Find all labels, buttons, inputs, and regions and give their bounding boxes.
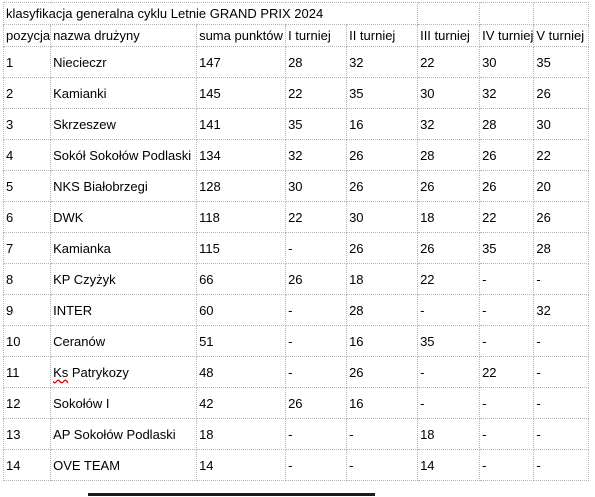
team-name-cell[interactable]: KP Czyżyk — [51, 264, 197, 295]
header-tournament-1[interactable]: I turniej — [286, 25, 347, 47]
tournament-3-points-cell[interactable]: 28 — [418, 140, 480, 171]
position-cell[interactable]: 4 — [4, 140, 51, 171]
header-team[interactable]: nazwa drużyny — [51, 25, 197, 47]
tournament-5-points-cell[interactable]: - — [534, 450, 589, 481]
sheet-title-cell[interactable] — [4, 3, 418, 25]
empty-cell[interactable] — [534, 3, 589, 25]
tournament-3-points-cell[interactable]: 18 — [418, 419, 480, 450]
total-points-cell[interactable]: 14 — [197, 450, 286, 481]
position-cell[interactable]: 6 — [4, 202, 51, 233]
tournament-4-points-cell[interactable]: 30 — [480, 47, 534, 78]
tournament-2-points-cell[interactable]: 26 — [347, 357, 418, 388]
sheet-body — [4, 3, 589, 481]
tournament-4-points-cell[interactable]: 22 — [480, 357, 534, 388]
tournament-4-points-cell[interactable]: - — [480, 326, 534, 357]
table-row — [4, 171, 589, 202]
table-row — [4, 233, 589, 264]
total-points-cell[interactable]: 18 — [197, 419, 286, 450]
header-row — [4, 25, 589, 47]
tournament-3-points-cell[interactable]: 26 — [418, 171, 480, 202]
tournament-5-points-cell[interactable]: 32 — [534, 295, 589, 326]
position-cell[interactable]: 2 — [4, 78, 51, 109]
tournament-1-points-cell[interactable]: 35 — [286, 109, 347, 140]
tournament-2-points-cell[interactable]: - — [347, 419, 418, 450]
total-points-cell[interactable]: 60 — [197, 295, 286, 326]
total-points-cell[interactable]: 128 — [197, 171, 286, 202]
tournament-5-points-cell[interactable]: - — [534, 326, 589, 357]
tournament-1-points-cell[interactable]: 22 — [286, 202, 347, 233]
team-name-cell[interactable]: Sokół Sokołów Podlaski — [51, 140, 197, 171]
tournament-4-points-cell[interactable]: 32 — [480, 78, 534, 109]
tournament-3-points-cell[interactable]: 18 — [418, 202, 480, 233]
tournament-1-points-cell[interactable]: - — [286, 295, 347, 326]
team-name-cell[interactable]: Ceranów — [51, 326, 197, 357]
table-row — [4, 109, 589, 140]
horizontal-scrollbar[interactable] — [88, 493, 375, 496]
header-position[interactable]: pozycja — [4, 25, 51, 47]
tournament-2-points-cell[interactable]: 32 — [347, 47, 418, 78]
team-name-cell[interactable]: Niecieczr — [51, 47, 197, 78]
team-name-cell[interactable]: NKS Białobrzegi — [51, 171, 197, 202]
table-row — [4, 202, 589, 233]
team-name-cell[interactable]: Kamianka — [51, 233, 197, 264]
position-cell[interactable]: 10 — [4, 326, 51, 357]
position-cell[interactable]: 11 — [4, 357, 51, 388]
tournament-5-points-cell[interactable]: - — [534, 388, 589, 419]
tournament-4-points-cell[interactable]: 28 — [480, 109, 534, 140]
total-points-cell[interactable]: 51 — [197, 326, 286, 357]
empty-cell[interactable] — [480, 3, 534, 25]
tournament-1-points-cell[interactable]: 28 — [286, 47, 347, 78]
total-points-cell[interactable]: 141 — [197, 109, 286, 140]
table-row — [4, 326, 589, 357]
tournament-4-points-cell[interactable]: - — [480, 419, 534, 450]
position-cell[interactable]: 3 — [4, 109, 51, 140]
tournament-1-points-cell[interactable]: 30 — [286, 171, 347, 202]
header-total[interactable]: suma punktów — [197, 25, 286, 47]
tournament-3-points-cell[interactable]: 30 — [418, 78, 480, 109]
tournament-2-points-cell[interactable]: 26 — [347, 171, 418, 202]
tournament-3-points-cell[interactable]: 35 — [418, 326, 480, 357]
tournament-2-points-cell[interactable]: 26 — [347, 140, 418, 171]
total-points-cell[interactable]: 42 — [197, 388, 286, 419]
tournament-2-points-cell[interactable]: 16 — [347, 109, 418, 140]
tournament-4-points-cell[interactable]: - — [480, 450, 534, 481]
team-name-cell[interactable]: AP Sokołów Podlaski — [51, 419, 197, 450]
tournament-4-points-cell[interactable]: - — [480, 388, 534, 419]
table-row — [4, 264, 589, 295]
position-cell[interactable]: 14 — [4, 450, 51, 481]
tournament-3-points-cell[interactable]: - — [418, 388, 480, 419]
tournament-1-points-cell[interactable]: 22 — [286, 78, 347, 109]
total-points-cell[interactable]: 66 — [197, 264, 286, 295]
position-cell[interactable]: 5 — [4, 171, 51, 202]
position-cell[interactable]: 8 — [4, 264, 51, 295]
tournament-4-points-cell[interactable]: 35 — [480, 233, 534, 264]
header-tournament-3[interactable]: III turniej — [418, 25, 480, 47]
header-tournament-2[interactable]: II turniej — [347, 25, 418, 47]
header-tournament-4[interactable]: IV turniej — [480, 25, 534, 47]
tournament-1-points-cell[interactable]: 32 — [286, 140, 347, 171]
team-name-cell[interactable]: Sokołów I — [51, 388, 197, 419]
tournament-1-points-cell[interactable]: - — [286, 450, 347, 481]
tournament-4-points-cell[interactable]: - — [480, 264, 534, 295]
tournament-2-points-cell[interactable]: 35 — [347, 78, 418, 109]
tournament-2-points-cell[interactable]: 28 — [347, 295, 418, 326]
tournament-5-points-cell[interactable]: 28 — [534, 233, 589, 264]
empty-cell[interactable] — [418, 3, 480, 25]
tournament-4-points-cell[interactable]: 22 — [480, 202, 534, 233]
team-name-cell[interactable]: OVE TEAM — [51, 450, 197, 481]
total-points-cell[interactable]: 147 — [197, 47, 286, 78]
tournament-1-points-cell[interactable]: 26 — [286, 388, 347, 419]
tournament-1-points-cell[interactable]: - — [286, 357, 347, 388]
title-row — [4, 3, 589, 25]
team-name-cell[interactable]: Skrzeszew — [51, 109, 197, 140]
team-name-cell[interactable]: DWK — [51, 202, 197, 233]
tournament-1-points-cell[interactable]: - — [286, 419, 347, 450]
table-row — [4, 419, 589, 450]
team-name-rest: Patrykozy — [68, 364, 129, 380]
spellcheck-flagged-word: Ks — [53, 364, 69, 380]
table-row — [4, 295, 589, 326]
tournament-3-points-cell[interactable]: 26 — [418, 233, 480, 264]
tournament-1-points-cell[interactable]: - — [286, 326, 347, 357]
tournament-5-points-cell[interactable]: - — [534, 419, 589, 450]
total-points-cell[interactable]: 145 — [197, 78, 286, 109]
position-cell[interactable]: 13 — [4, 419, 51, 450]
tournament-5-points-cell[interactable]: 35 — [534, 47, 589, 78]
tournament-4-points-cell[interactable]: - — [480, 295, 534, 326]
total-points-cell[interactable]: 48 — [197, 357, 286, 388]
tournament-5-points-cell[interactable]: 30 — [534, 109, 589, 140]
table-row — [4, 388, 589, 419]
tournament-2-points-cell[interactable]: - — [347, 450, 418, 481]
tournament-3-points-cell[interactable]: 22 — [418, 47, 480, 78]
team-name-cell[interactable] — [51, 357, 197, 388]
tournament-1-points-cell[interactable]: 26 — [286, 264, 347, 295]
position-cell[interactable]: 12 — [4, 388, 51, 419]
standings-sheet — [3, 2, 589, 481]
tournament-5-points-cell[interactable]: - — [534, 264, 589, 295]
table-row — [4, 357, 589, 388]
sheet-title: klasyfikacja generalna cyklu Letnie GRAND PRIX 2024 — [6, 6, 324, 21]
tournament-5-points-cell[interactable]: 26 — [534, 78, 589, 109]
position-cell[interactable]: 1 — [4, 47, 51, 78]
tournament-3-points-cell[interactable]: - — [418, 295, 480, 326]
tournament-5-points-cell[interactable]: 22 — [534, 140, 589, 171]
position-cell[interactable]: 7 — [4, 233, 51, 264]
tournament-5-points-cell[interactable]: - — [534, 357, 589, 388]
tournament-2-points-cell[interactable]: 18 — [347, 264, 418, 295]
tournament-4-points-cell[interactable]: 26 — [480, 171, 534, 202]
tournament-3-points-cell[interactable]: 14 — [418, 450, 480, 481]
tournament-2-points-cell[interactable]: 30 — [347, 202, 418, 233]
tournament-4-points-cell[interactable]: 26 — [480, 140, 534, 171]
tournament-2-points-cell[interactable]: 16 — [347, 388, 418, 419]
team-name-cell[interactable]: Kamianki — [51, 78, 197, 109]
tournament-3-points-cell[interactable]: - — [418, 357, 480, 388]
tournament-2-points-cell[interactable]: 16 — [347, 326, 418, 357]
tournament-5-points-cell[interactable]: 26 — [534, 202, 589, 233]
table-row — [4, 450, 589, 481]
total-points-cell[interactable]: 115 — [197, 233, 286, 264]
team-name-cell[interactable]: INTER — [51, 295, 197, 326]
tournament-1-points-cell[interactable]: - — [286, 233, 347, 264]
position-cell[interactable]: 9 — [4, 295, 51, 326]
tournament-3-points-cell[interactable]: 22 — [418, 264, 480, 295]
total-points-cell[interactable]: 118 — [197, 202, 286, 233]
tournament-3-points-cell[interactable]: 32 — [418, 109, 480, 140]
header-tournament-5[interactable]: V turniej — [534, 25, 589, 47]
table-row — [4, 47, 589, 78]
table-row — [4, 78, 589, 109]
table-row — [4, 140, 589, 171]
tournament-5-points-cell[interactable]: 20 — [534, 171, 589, 202]
tournament-2-points-cell[interactable]: 26 — [347, 233, 418, 264]
total-points-cell[interactable]: 134 — [197, 140, 286, 171]
